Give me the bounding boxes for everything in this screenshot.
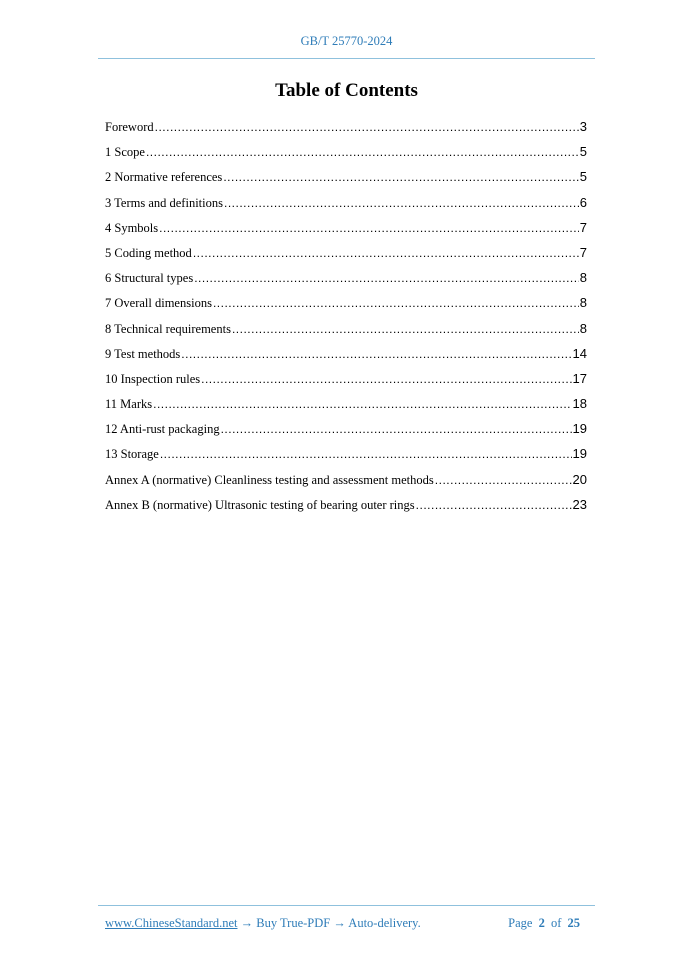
toc-entry-storage[interactable] — [105, 444, 587, 469]
footer-promo-text: → Buy True-PDF → Auto-delivery. — [237, 916, 421, 930]
toc-entry-overall-dimensions[interactable] — [105, 293, 587, 318]
toc-page-number: 8 — [579, 295, 587, 311]
toc-label: 5 Coding method — [105, 245, 192, 260]
toc-entry-marks[interactable] — [105, 394, 587, 419]
toc-leader-dots — [194, 268, 579, 288]
toc-entry-symbols[interactable] — [105, 218, 587, 243]
toc-entry-test-methods[interactable] — [105, 344, 587, 369]
toc-label: 10 Inspection rules — [105, 371, 201, 386]
toc-page-number: 7 — [579, 219, 587, 235]
page-title: Table of Contents — [275, 80, 418, 101]
toc-page-number: 6 — [579, 194, 587, 210]
toc-leader-dots — [153, 394, 571, 414]
toc-leader-dots — [181, 344, 571, 364]
toc-leader-dots — [193, 243, 579, 263]
toc-entry-normative-references[interactable] — [105, 167, 587, 192]
toc-label: 7 Overall dimensions — [105, 296, 212, 311]
toc-leader-dots — [213, 293, 579, 313]
toc-label: 6 Structural types — [105, 271, 194, 286]
toc-label: 4 Symbols — [105, 220, 159, 235]
page-total: 25 — [567, 916, 580, 930]
toc-leader-dots — [221, 419, 572, 439]
footer-site-link[interactable]: www.ChineseStandard.net — [105, 916, 238, 930]
page-current: 2 — [538, 916, 545, 930]
toc-page-number: 3 — [579, 119, 587, 134]
toc-label: 12 Anti-rust packaging — [105, 422, 220, 437]
page-of: of — [550, 916, 562, 930]
header-rule — [98, 58, 595, 59]
toc-leader-dots — [435, 470, 572, 490]
toc-leader-dots — [160, 444, 572, 464]
toc-leader-dots — [159, 218, 579, 238]
toc-leader-dots — [155, 117, 579, 137]
toc-page-number: 19 — [572, 421, 587, 437]
toc-entry-annex-a[interactable] — [105, 470, 587, 495]
toc-page-number: 5 — [579, 144, 587, 160]
toc-entry-technical-requirements[interactable] — [105, 319, 587, 344]
toc-entry-anti-rust-packaging[interactable] — [105, 419, 587, 444]
toc-label: 9 Test methods — [105, 346, 181, 361]
toc-label: Annex A (normative) Cleanliness testing and assessment methods — [105, 472, 434, 487]
toc-page-number: 23 — [572, 496, 587, 512]
toc-entry-foreword[interactable] — [105, 117, 587, 142]
toc-label: 11 Marks — [105, 397, 153, 412]
toc-page-number: 7 — [579, 244, 587, 260]
page-header: GB/T 25770-2024 — [300, 34, 393, 48]
toc-entry-structural-types[interactable] — [105, 268, 587, 293]
toc-leader-dots — [223, 167, 578, 187]
toc-page-number: 8 — [579, 270, 587, 286]
footer-page-indicator — [508, 916, 583, 931]
toc-page-number: 18 — [572, 396, 587, 412]
toc-entry-coding-method[interactable] — [105, 243, 587, 268]
toc-leader-dots — [201, 369, 571, 389]
toc-entry-annex-b[interactable] — [105, 495, 587, 520]
toc-list — [105, 117, 587, 520]
toc-label: 1 Scope — [105, 145, 145, 160]
toc-page-number: 20 — [572, 471, 587, 487]
toc-leader-dots — [224, 193, 579, 213]
toc-label: 13 Storage — [105, 447, 159, 462]
toc-page-number: 5 — [579, 169, 587, 185]
toc-leader-dots — [232, 319, 579, 339]
footer-rule — [98, 905, 595, 906]
toc-page-number: 17 — [572, 370, 587, 386]
toc-leader-dots — [416, 495, 572, 515]
footer-left — [105, 916, 421, 931]
toc-label: Foreword — [105, 120, 154, 134]
toc-leader-dots — [146, 142, 579, 162]
toc-entry-inspection-rules[interactable] — [105, 369, 587, 394]
toc-page-number: 14 — [572, 345, 587, 361]
toc-entry-terms-and-definitions[interactable] — [105, 193, 587, 218]
toc-label: Annex B (normative) Ultrasonic testing of bearing outer rings — [105, 497, 415, 512]
page-label: Page — [508, 916, 533, 930]
toc-page-number: 19 — [572, 446, 587, 462]
toc-label: 2 Normative references — [105, 170, 223, 185]
toc-entry-scope[interactable] — [105, 142, 587, 167]
toc-label: 3 Terms and definitions — [105, 195, 223, 210]
toc-page-number: 8 — [579, 320, 587, 336]
toc-label: 8 Technical requirements — [105, 321, 231, 336]
